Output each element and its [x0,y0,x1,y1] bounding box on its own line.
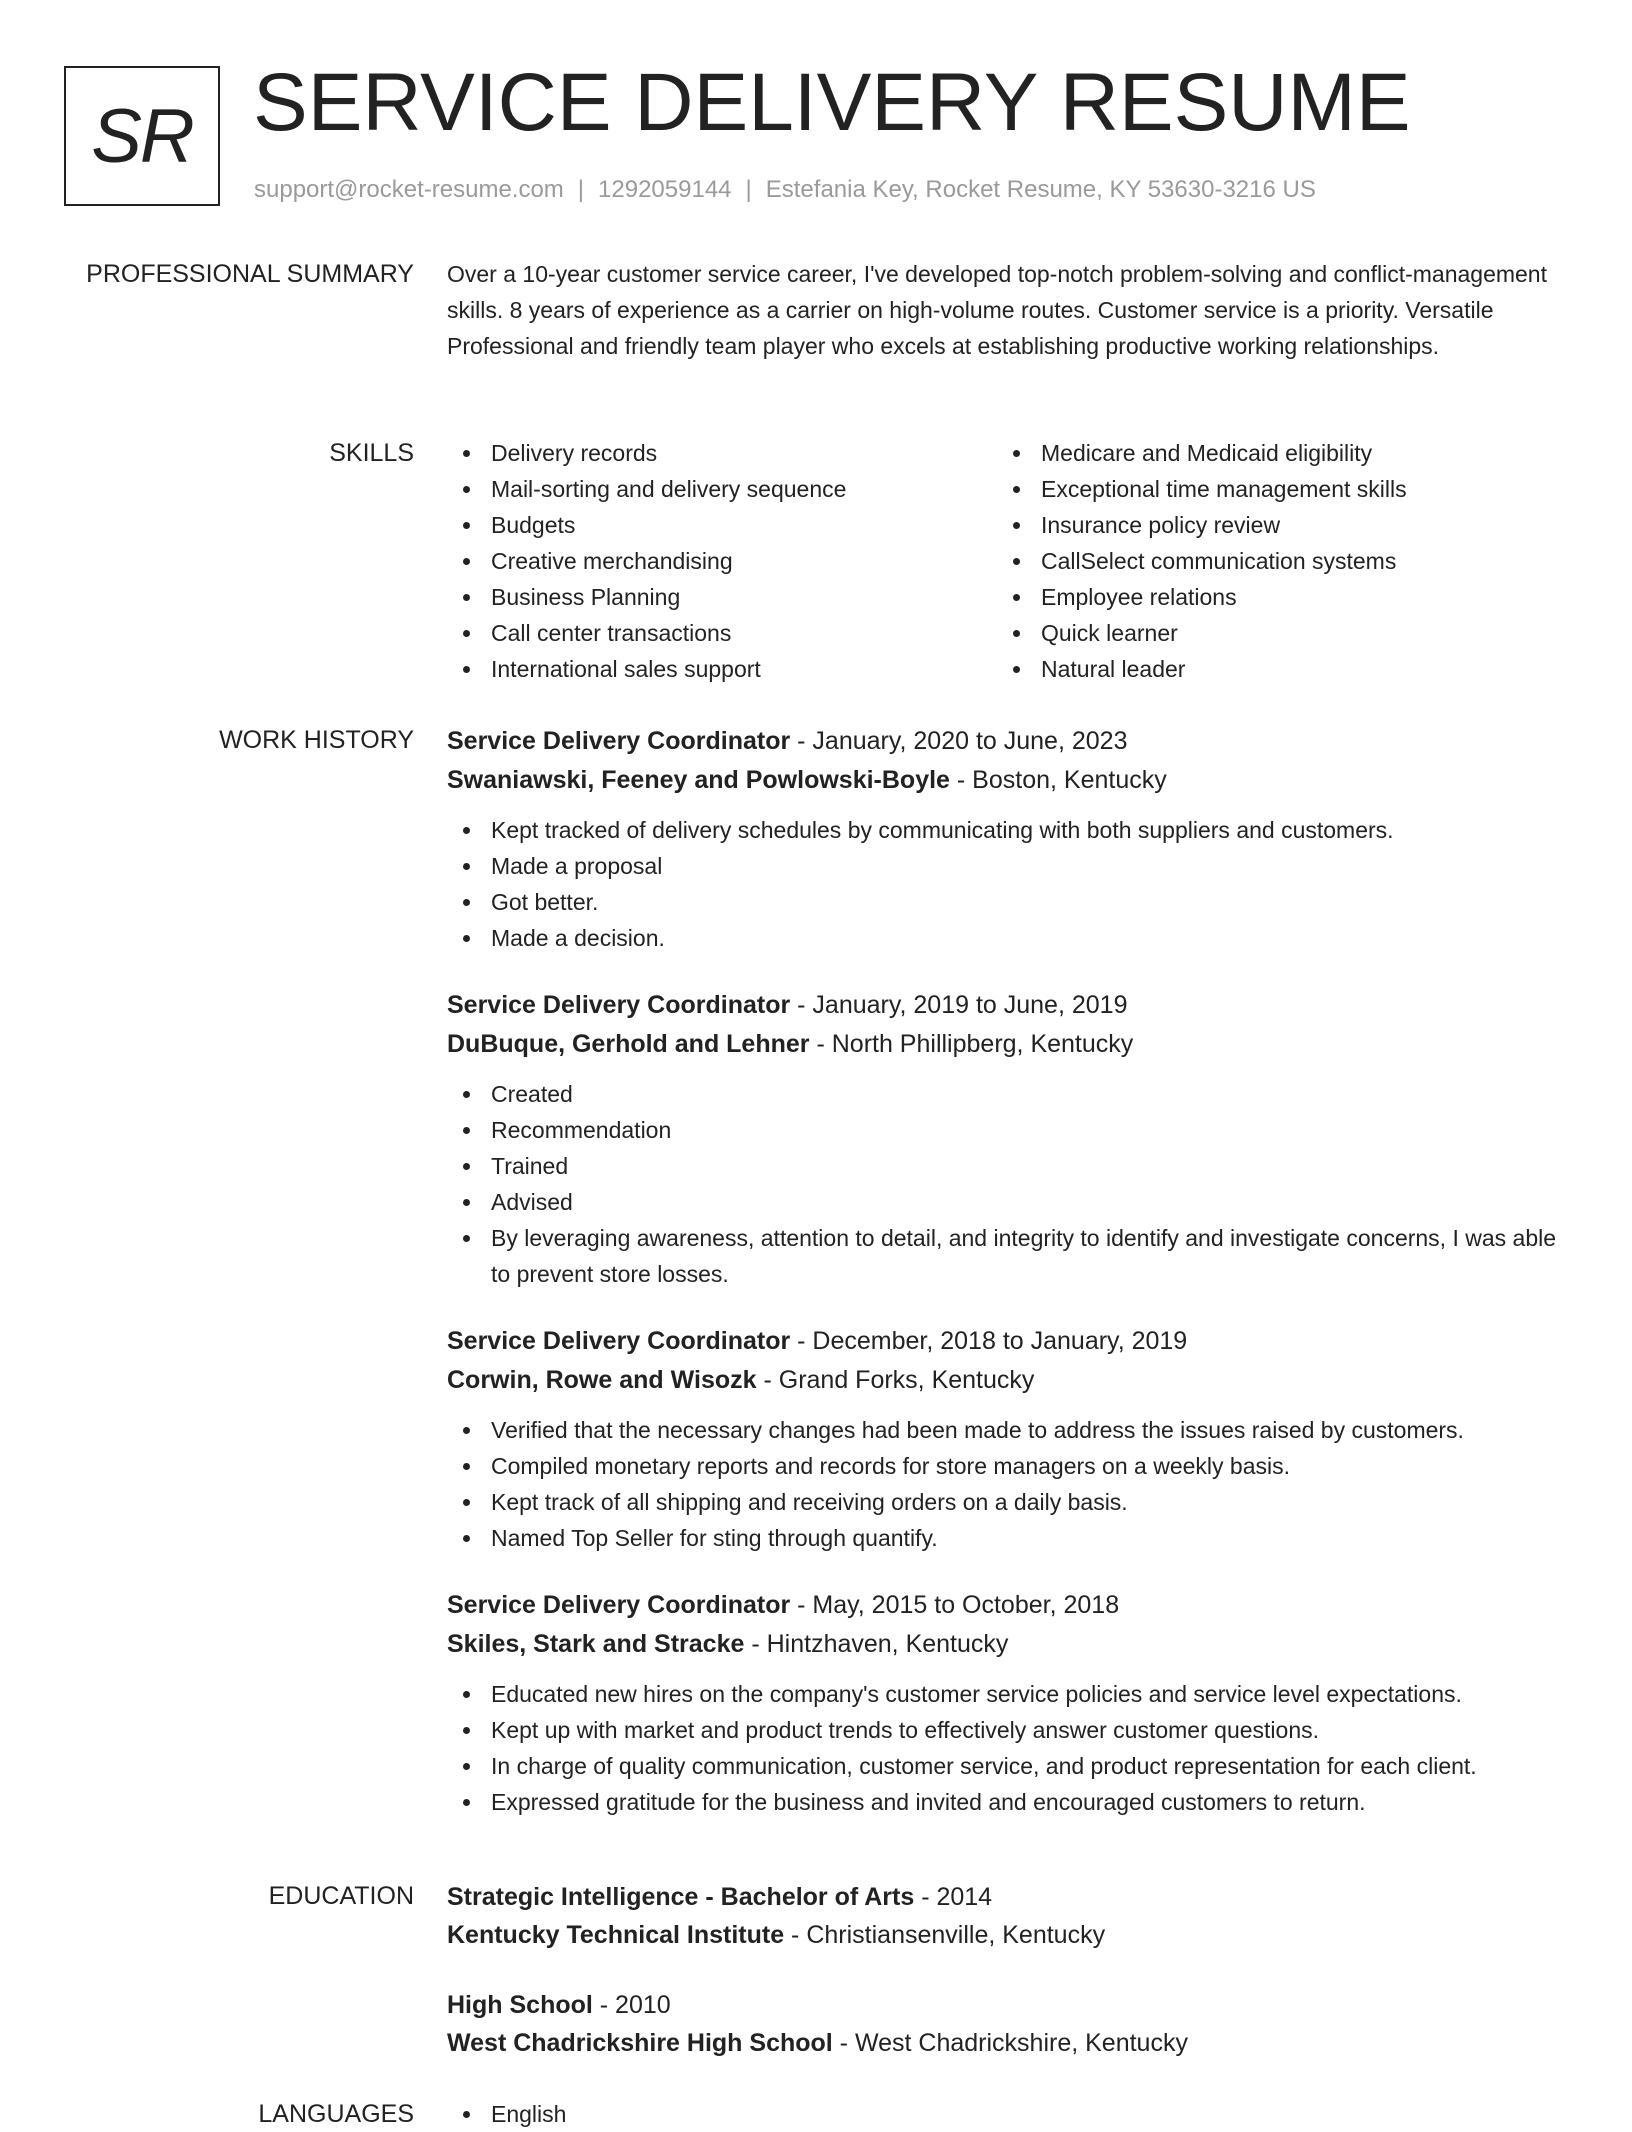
education-location: - West Chadrickshire, Kentucky [832,2029,1188,2057]
skill-item: Employee relations [997,579,1547,615]
section-label-work-history: WORK HISTORY [219,726,414,754]
job-bullet: Recommendation [447,1112,1567,1148]
monogram-logo: SR [64,66,220,206]
job-company-line [447,1624,1567,1664]
skill-item: Quick learner [997,615,1547,651]
job-entry [447,986,1567,1292]
summary-body [447,256,1567,364]
skill-item: Business Planning [447,579,997,615]
skill-item: Delivery records [447,435,997,471]
education-year: - 2010 [592,1991,671,2019]
job-bullet: Kept track of all shipping and receiving orders on a daily basis. [447,1484,1567,1520]
skills-body [447,435,1567,687]
job-bullets [447,812,1567,956]
skill-item: International sales support [447,651,997,687]
job-dates: - May, 2015 to October, 2018 [790,1591,1120,1619]
skill-item: Natural leader [997,651,1547,687]
job-bullets [447,1676,1567,1820]
job-bullet: Created [447,1076,1567,1112]
job-company: Skiles, Stark and Stracke [447,1630,745,1658]
skill-item: CallSelect communication systems [997,543,1547,579]
education-degree-line [447,1986,1567,2024]
job-bullet: Educated new hires on the company's customer service policies and service level expectations. [447,1676,1567,1712]
education-degree: Strategic Intelligence - Bachelor of Arts [447,1883,915,1911]
section-label-skills: SKILLS [329,439,414,467]
job-bullet: Got better. [447,884,1567,920]
section-label-languages: LANGUAGES [258,2100,414,2128]
skills-column-right [997,435,1547,687]
resume-title: SERVICE DELIVERY RESUME [253,57,1411,148]
job-entry [447,1322,1567,1556]
job-bullet: Verified that the necessary changes had been made to address the issues raised by customers. [447,1412,1567,1448]
skills-grid [447,435,1567,687]
job-title-line [447,1322,1567,1360]
job-bullet: In charge of quality communication, customer service, and product representation for each client. [447,1748,1567,1784]
job-company-line [447,1360,1567,1400]
job-company: Swaniawski, Feeney and Powlowski-Boyle [447,766,950,794]
job-location: - North Phillipberg, Kentucky [809,1030,1134,1058]
work-history-body [447,722,1567,1850]
contact-line [254,176,1316,204]
job-title: Service Delivery Coordinator [447,1327,791,1355]
skill-item: Exceptional time management skills [997,471,1547,507]
job-title-line [447,986,1567,1024]
job-title: Service Delivery Coordinator [447,991,791,1019]
languages-body [447,2096,1567,2132]
job-bullet: Trained [447,1148,1567,1184]
skill-item: Creative merchandising [447,543,997,579]
education-school: Kentucky Technical Institute [447,1921,785,1949]
job-bullet: Kept tracked of delivery schedules by communicating with both suppliers and customers. [447,812,1567,848]
job-title: Service Delivery Coordinator [447,727,791,755]
job-dates: - January, 2019 to June, 2019 [790,991,1128,1019]
job-company-line [447,1024,1567,1064]
job-company-line [447,760,1567,800]
section-label-education: EDUCATION [268,1882,414,1910]
education-school-line [447,2024,1567,2062]
skill-item: Medicare and Medicaid eligibility [997,435,1547,471]
skills-column-left [447,435,997,687]
job-bullet: Kept up with market and product trends to effectively answer customer questions. [447,1712,1567,1748]
job-entry [447,1586,1567,1820]
education-school: West Chadrickshire High School [447,2029,833,2057]
job-dates: - January, 2020 to June, 2023 [790,727,1128,755]
contact-phone[interactable]: 1292059144 [598,176,732,203]
education-degree-line [447,1878,1567,1916]
education-year: - 2014 [914,1883,993,1911]
education-entry [447,1878,1567,1954]
job-bullets [447,1076,1567,1292]
job-title: Service Delivery Coordinator [447,1591,791,1619]
job-bullet: Made a proposal [447,848,1567,884]
language-item: English [447,2096,1567,2132]
education-entry [447,1986,1567,2062]
job-bullets [447,1412,1567,1556]
education-body [447,1878,1567,2094]
job-entry [447,722,1567,956]
job-company: Corwin, Rowe and Wisozk [447,1366,757,1394]
job-title-line [447,1586,1567,1624]
job-location: - Grand Forks, Kentucky [756,1366,1035,1394]
languages-list [447,2096,1567,2132]
contact-email[interactable]: support@rocket-resume.com [254,176,564,203]
section-label-summary: PROFESSIONAL SUMMARY [86,260,414,288]
job-bullet: Named Top Seller for sting through quantify. [447,1520,1567,1556]
job-bullet: Advised [447,1184,1567,1220]
job-bullet: Expressed gratitude for the business and invited and encouraged customers to return. [447,1784,1567,1820]
job-location: - Hintzhaven, Kentucky [744,1630,1009,1658]
skill-item: Insurance policy review [997,507,1547,543]
contact-separator: | [745,176,752,203]
education-location: - Christiansenville, Kentucky [784,1921,1106,1949]
job-title-line [447,722,1567,760]
skill-item: Mail-sorting and delivery sequence [447,471,997,507]
job-bullet: Compiled monetary reports and records for store managers on a weekly basis. [447,1448,1567,1484]
contact-address: Estefania Key, Rocket Resume, KY 53630-3216 US [765,176,1316,203]
job-dates: - December, 2018 to January, 2019 [790,1327,1188,1355]
contact-separator: | [577,176,585,203]
summary-text: Over a 10-year customer service career, I've developed top-notch problem-solving and conflict-management skills. 8 years of experience as a carrier on high-volume routes. Customer service is a priority. Versatile Professional and friendly team player who excels at establishing productive working relationships. [447,261,1547,359]
job-bullet: By leveraging awareness, attention to detail, and integrity to identify and investigate concerns, I was able to prevent store losses. [447,1220,1567,1292]
skill-item: Call center transactions [447,615,997,651]
skill-item: Budgets [447,507,997,543]
job-company: DuBuque, Gerhold and Lehner [447,1030,810,1058]
job-bullet: Made a decision. [447,920,1567,956]
job-location: - Boston, Kentucky [949,766,1167,794]
education-degree: High School [447,1991,593,2019]
education-school-line [447,1916,1567,1954]
